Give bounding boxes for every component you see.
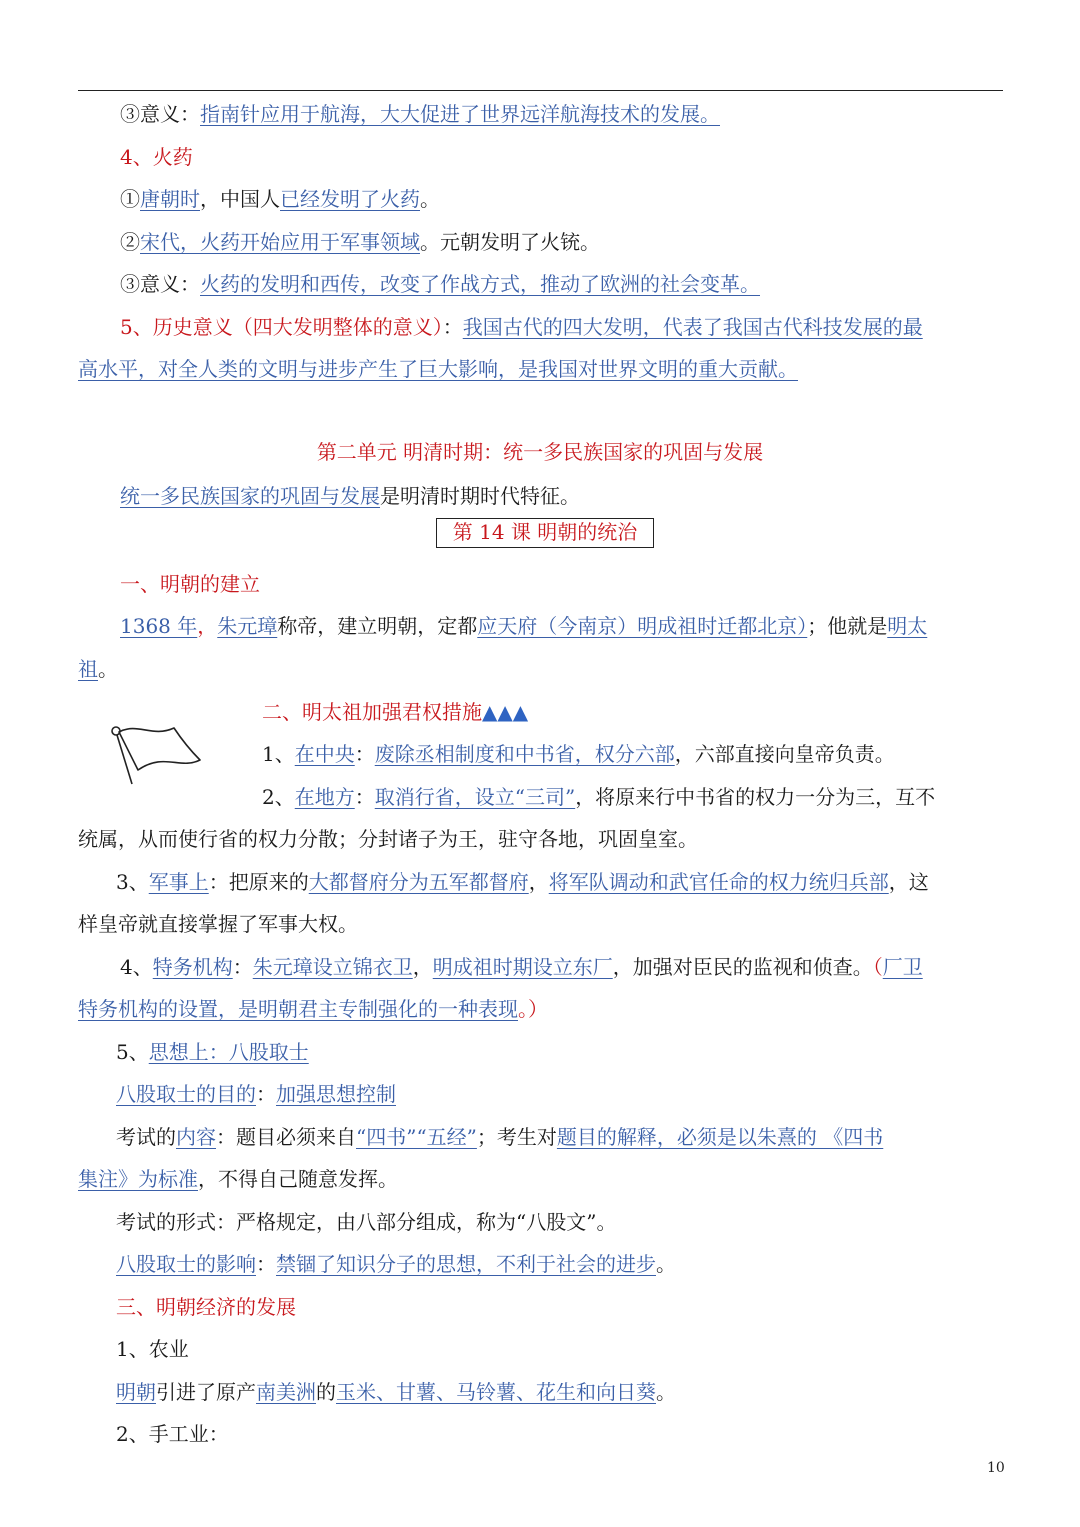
label: ③意义： xyxy=(120,272,200,296)
flag-icon xyxy=(108,724,204,786)
underlined-text: 八股取士的影响 xyxy=(116,1252,256,1276)
underlined-text: 1368 年 xyxy=(120,614,198,638)
page-number: 10 xyxy=(987,1460,1005,1476)
underlined-text: 我国古代的四大发明，代表了我国古代科技发展的最 xyxy=(462,315,923,339)
measure-4-line-2 xyxy=(78,997,548,1021)
text: 引进了原产 xyxy=(156,1380,256,1404)
text: 。 xyxy=(656,1252,676,1276)
text: 。 xyxy=(656,1380,676,1404)
underlined-text: 火药的发明和西传，改变了作战方式，推动了欧洲的社会变革。 xyxy=(200,272,760,296)
eight-legged-impact xyxy=(116,1252,676,1276)
text: ， xyxy=(412,955,433,979)
underlined-text: 祖 xyxy=(78,657,98,681)
measure-4-line-1 xyxy=(120,955,923,979)
section-heading: 5、历史意义（四大发明整体的意义） xyxy=(120,315,443,339)
underlined-text: 在地方 xyxy=(294,785,355,809)
underlined-text: 在中央 xyxy=(294,742,355,766)
underlined-text: “四书”“五经” xyxy=(356,1125,477,1149)
exam-content-line-1 xyxy=(116,1125,883,1149)
underlined-text: 宋代，火药开始应用于军事领域 xyxy=(140,230,420,254)
underlined-text: 取消行省，设立“三司” xyxy=(374,785,576,809)
gunpowder-point-3 xyxy=(120,272,760,296)
text: ，六部直接向皇帝负责。 xyxy=(674,742,895,766)
exam-form: 考试的形式：严格规定，由八部分组成，称为“八股文”。 xyxy=(116,1210,617,1234)
compass-significance xyxy=(120,102,720,126)
text: ： xyxy=(256,1252,276,1276)
underlined-text: 高水平，对全人类的文明与进步产生了巨大影响，是我国对世界文明的重大贡献。 xyxy=(78,357,798,381)
text: ，这 xyxy=(888,870,929,894)
text: ；他就是 xyxy=(807,614,888,638)
underlined-text: 朱元璋设立锦衣卫 xyxy=(252,955,413,979)
underlined-text: 特务机构的设置，是明朝君主专制强化的一种表现 xyxy=(78,997,518,1021)
gunpowder-point-2 xyxy=(120,230,600,254)
underlined-text: 内容 xyxy=(176,1125,216,1149)
underlined-text: 八股取士的目的 xyxy=(116,1082,256,1106)
underlined-text: 将军队调动和武官任命的权力统归兵部 xyxy=(548,870,889,894)
text: ，中国人 xyxy=(200,187,280,211)
measure-5 xyxy=(116,1040,309,1064)
section-heading-economy: 三、明朝经济的发展 xyxy=(116,1295,296,1319)
underlined-text: 朱元璋 xyxy=(217,614,278,638)
text: ： xyxy=(354,785,375,809)
number: 2、 xyxy=(262,785,295,809)
underlined-text: 军事上 xyxy=(148,870,209,894)
underlined-text: 集注》为标准 xyxy=(78,1167,198,1191)
underlined-text: 统一多民族国家的巩固与发展 xyxy=(120,484,380,508)
founding-line-2 xyxy=(78,657,118,681)
text: 的 xyxy=(316,1380,336,1404)
exam-content-line-2 xyxy=(78,1167,398,1191)
section-heading: 二、明太祖加强君权措施 xyxy=(262,700,482,724)
text: 。 xyxy=(98,657,118,681)
text: ：把原来的 xyxy=(208,870,309,894)
section-heading-measures xyxy=(262,700,528,724)
header-rule xyxy=(78,90,1003,91)
text: 考试的 xyxy=(116,1125,176,1149)
agriculture-text xyxy=(116,1380,676,1404)
underlined-text: 题目的解释，必须是以朱熹的 《四书 xyxy=(556,1125,884,1149)
bullet: ② xyxy=(120,230,140,254)
text: ： xyxy=(354,742,375,766)
underlined-text: 大都督府分为五军都督府 xyxy=(308,870,529,894)
underlined-text: 明成祖时期设立东厂 xyxy=(432,955,613,979)
underlined-text: 废除丞相制度和中书省，权分六部 xyxy=(374,742,675,766)
number: 5、 xyxy=(116,1040,149,1064)
text: ： xyxy=(256,1082,276,1106)
underlined-text: 明朝 xyxy=(116,1380,156,1404)
measure-2-line-1 xyxy=(262,785,935,809)
underlined-text: 唐朝时 xyxy=(140,187,200,211)
text: ，不得自己随意发挥。 xyxy=(198,1167,398,1191)
text: ，加强对臣民的监视和侦查。 xyxy=(612,955,873,979)
text: ；考生对 xyxy=(476,1125,557,1149)
number: 1、 xyxy=(262,742,295,766)
measure-2-line-2: 统属，从而使行省的权力分散；分封诸子为王，驻守各地，巩固皇室。 xyxy=(78,827,698,851)
underlined-text: 应天府（今南京）明成祖时迁都北京） xyxy=(477,614,808,638)
section-heading-founding: 一、明朝的建立 xyxy=(120,572,260,596)
label: ③意义： xyxy=(120,102,200,126)
text: 。） xyxy=(518,997,548,1021)
importance-triangles: ▲▲▲ xyxy=(482,700,529,724)
number: 4、 xyxy=(120,955,153,979)
founding-line-1 xyxy=(120,614,927,638)
text: ： xyxy=(232,955,253,979)
text: 。元朝发明了火铳。 xyxy=(420,230,600,254)
measure-3-line-1 xyxy=(116,870,929,894)
history-significance-line-1 xyxy=(120,315,923,339)
text: ：题目必须来自 xyxy=(216,1125,356,1149)
lesson-title-box: 第 14 课 明朝的统治 xyxy=(436,518,654,548)
measure-3-line-2: 样皇帝就直接掌握了军事大权。 xyxy=(78,912,358,936)
text: ， xyxy=(528,870,549,894)
text: ， xyxy=(197,614,218,638)
measure-1 xyxy=(262,742,895,766)
underlined-text: 指南针应用于航海，大大促进了世界远洋航海技术的发展。 xyxy=(200,102,720,126)
underlined-text: 玉米、甘薯、马铃薯、花生和向日葵 xyxy=(336,1380,656,1404)
text: ： xyxy=(442,315,463,339)
section-heading-gunpowder: 4、火药 xyxy=(120,145,193,169)
underlined-text: 加强思想控制 xyxy=(276,1082,396,1106)
text: ，将原来行中书省的权力一分为三，互不 xyxy=(575,785,936,809)
handicraft-heading: 2、手工业： xyxy=(116,1422,229,1446)
underlined-text: 思想上：八股取士 xyxy=(148,1040,309,1064)
unit-title: 第二单元 明清时期：统一多民族国家的巩固与发展 xyxy=(316,440,764,464)
unit-intro xyxy=(120,484,580,508)
eight-legged-purpose xyxy=(116,1082,396,1106)
text: 称帝，建立明朝，定都 xyxy=(277,614,478,638)
underlined-text: 明太 xyxy=(887,614,928,638)
text: （ xyxy=(872,955,883,979)
gunpowder-point-1 xyxy=(120,187,440,211)
bullet: ① xyxy=(120,187,140,211)
underlined-text: 已经发明了火药 xyxy=(280,187,420,211)
underlined-text: 禁锢了知识分子的思想，不利于社会的进步 xyxy=(276,1252,656,1276)
number: 3、 xyxy=(116,870,149,894)
text: 是明清时期时代特征。 xyxy=(380,484,580,508)
underlined-text: 厂卫 xyxy=(882,955,923,979)
underlined-text: 特务机构 xyxy=(152,955,233,979)
agriculture-heading: 1、农业 xyxy=(116,1337,189,1361)
text: 。 xyxy=(420,187,440,211)
history-significance-line-2 xyxy=(78,357,798,381)
underlined-text: 南美洲 xyxy=(256,1380,316,1404)
